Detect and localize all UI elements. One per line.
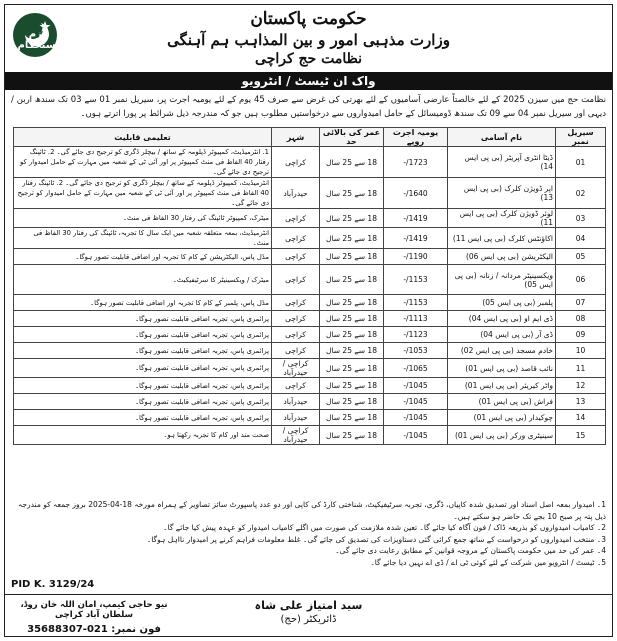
pay-cell: 1640/- (384, 178, 448, 209)
header-post: نام آسامی (448, 128, 556, 147)
city-cell: کراچی (272, 311, 320, 327)
government-title: حکومت پاکستان (250, 9, 367, 29)
jobs-table (13, 127, 606, 445)
ministry-title: وزارت مذہبی امور و بین المذاہب ہم آہنگی (167, 31, 450, 49)
age-cell: 18 سے 25 سال (320, 311, 384, 327)
post-cell: ڈی آر (بی پی ایس 04) (448, 327, 556, 343)
table-header-row (14, 128, 606, 147)
city-cell: کراچی (272, 228, 320, 249)
post-cell: ڈی ایم او (بی پی ایس 04) (448, 311, 556, 327)
city-cell: کراچی / حیدرآباد (272, 359, 320, 378)
table-row (14, 228, 606, 249)
qualification-cell: انٹرمیڈیٹ، بمعہ متعلقہ شعبہ میں ایک سال کا تجربہ، ٹائپنگ کی رفتار 30 الفاظ فی منٹ۔ (14, 228, 272, 249)
age-cell: 18 سے 25 سال (320, 359, 384, 378)
pay-cell: 1153/- (384, 295, 448, 311)
city-cell: حیدرآباد (272, 394, 320, 410)
header-age: عمر کی بالائی حد (320, 128, 384, 147)
age-cell: 18 سے 25 سال (320, 343, 384, 359)
post-cell: ویکسینیٹر مردانہ / زنانہ (بی پی ایس 05) (448, 265, 556, 295)
header-serial: سیریل نمبر (556, 128, 606, 147)
serial-cell: 02 (556, 178, 606, 209)
pay-cell: 1153/- (384, 265, 448, 295)
age-cell: 18 سے 25 سال (320, 228, 384, 249)
city-cell: کراچی (272, 295, 320, 311)
age-cell: 18 سے 25 سال (320, 426, 384, 445)
table-row (14, 178, 606, 209)
qualification-cell: مڈل پاس، الیکٹریشن کے کام کا تجربہ اور اضافی قابلیت تصور ہوگا۔ (14, 249, 272, 265)
qualification-cell: میٹرک، کمپیوٹر ٹائپنگ کی رفتار 30 الفاظ فی منٹ۔ (14, 209, 272, 228)
table-row (14, 343, 606, 359)
qualification-cell: 1. انٹرمیڈیٹ، کمپیوٹر ڈپلومہ کے ساتھ / بیچلر ڈگری کو ترجیح دی جائے گی۔ 2. ٹائپنگ رفتار 40 الفاظ فی منٹ کمپیوٹر پر اور آئی ٹی کے شعبہ میں مہارت کے حامل امیدوار کو ترجیح دی جائے گی۔ (14, 147, 272, 178)
pay-cell: 1045/- (384, 410, 448, 426)
table-row (14, 410, 606, 426)
logo-text: عزم استحکام (17, 29, 59, 51)
age-cell: 18 سے 25 سال (320, 378, 384, 394)
table-row (14, 265, 606, 295)
table-row (14, 147, 606, 178)
serial-cell: 09 (556, 327, 606, 343)
walk-in-banner: واک ان ٹیسٹ / انٹرویو (5, 72, 612, 90)
directorate-title: نظامت حج کراچی (255, 51, 362, 67)
pay-cell: 1065/- (384, 359, 448, 378)
serial-cell: 03 (556, 209, 606, 228)
post-cell: اپر ڈویژن کلرک (بی پی ایس 13) (448, 178, 556, 209)
qualification-cell: پرائمری پاس، تجربہ اضافی قابلیت تصور ہوگا۔ (14, 327, 272, 343)
serial-cell: 10 (556, 343, 606, 359)
table-row (14, 295, 606, 311)
note-item: 3۔ منتخب امیدواروں کو درخواست کے ساتھ جمع کرائی گئی دستاویزات کی تصدیق کی جائے گی۔ غلط معلومات فراہم کرنے پر امیدوار نااہل ہوگا۔ (146, 534, 606, 544)
table-row (14, 394, 606, 410)
serial-cell: 06 (556, 265, 606, 295)
pay-cell: 1113/- (384, 311, 448, 327)
age-cell: 18 سے 25 سال (320, 147, 384, 178)
age-cell: 18 سے 25 سال (320, 209, 384, 228)
city-cell: حیدرآباد (272, 410, 320, 426)
pay-cell: 1190/- (384, 249, 448, 265)
qualification-cell: مڈل پاس، پلمبر کے کام کا تجربہ اور اضافی قابلیت تصور ہوگا۔ (14, 295, 272, 311)
city-cell: کراچی (272, 378, 320, 394)
header-city: شہر (272, 128, 320, 147)
table-row (14, 378, 606, 394)
age-cell: 18 سے 25 سال (320, 410, 384, 426)
post-cell: سینیٹری ورکر (بی پی ایس 01) (448, 426, 556, 445)
note-item: 1۔ امیدوار بمعہ اصل اسناد اور تصدیق شدہ کاپیاں، ڈگری، تجربہ سرٹیفیکیٹ، شناختی کارڈ کی کاپی اور دو عدد پاسپورٹ سائز تصاویر کے ہمراہ مورخہ 18-04-2025 بروز جمعہ کو مندرجہ ذیل پتہ پر صبح 10 بجے تک حاضر ہو سکتے ہیں۔ (17, 500, 606, 521)
office-address: نیو حاجی کیمپ، امان اللہ خان روڈ، سلطان آباد کراچی (20, 600, 168, 620)
post-cell: چوکیدار (بی پی ایس 01) (448, 410, 556, 426)
note-item: 5۔ ٹیسٹ / انٹرویو میں شرکت کے لئے کوئی ٹی اے / ڈی اے نہیں دیا جائے گا۔ (370, 557, 606, 567)
serial-cell: 11 (556, 359, 606, 378)
post-cell: پلمبر (بی پی ایس 05) (448, 295, 556, 311)
header-pay: یومیہ اجرت روپے (384, 128, 448, 147)
table-row (14, 249, 606, 265)
note-item: 4۔ عمر کی حد میں حکومت پاکستان کے مروجہ قوانین کے مطابق رعایت دی جائے گی۔ (335, 546, 606, 555)
age-cell: 18 سے 25 سال (320, 178, 384, 209)
post-cell: خادم مسجد (بی پی ایس 02) (448, 343, 556, 359)
note-item: 2۔ کامیاب امیدواروں کو بذریعہ ڈاک / فون آگاہ کیا جائے گا۔ تعین شدہ ملازمت کی صورت میں اگلے کامیاب امیدوار کو عہدہ پیش کیا جائے گا۔ (163, 523, 606, 532)
city-cell: کراچی (272, 327, 320, 343)
signatory-designation: ڈائریکٹر (حج) (280, 614, 337, 625)
address-block (19, 599, 169, 635)
footer-divider (5, 594, 612, 595)
post-cell: الیکٹریشن (بی پی ایس 06) (448, 249, 556, 265)
age-cell: 18 سے 25 سال (320, 295, 384, 311)
serial-cell: 14 (556, 410, 606, 426)
pay-cell: 1419/- (384, 228, 448, 249)
serial-cell: 15 (556, 426, 606, 445)
table-row (14, 426, 606, 445)
city-cell: کراچی (272, 249, 320, 265)
post-cell: واٹر کیریئر (بی پی ایس 01) (448, 378, 556, 394)
table-row (14, 311, 606, 327)
serial-cell: 05 (556, 249, 606, 265)
city-cell: حیدرآباد (272, 178, 320, 209)
serial-cell: 04 (556, 228, 606, 249)
table-row (14, 209, 606, 228)
azm-e-istehkam-logo (11, 11, 59, 59)
table-row (14, 359, 606, 378)
pay-cell: 1723/- (384, 147, 448, 178)
pay-cell: 1123/- (384, 327, 448, 343)
advertisement-page (4, 4, 613, 637)
city-cell: کراچی (272, 265, 320, 295)
table-row (14, 327, 606, 343)
age-cell: 18 سے 25 سال (320, 265, 384, 295)
pid-number: PID K. 3129/24 (11, 579, 95, 590)
signatory-name: سید امتیاز علی شاہ (254, 599, 363, 612)
intro-paragraph: نظامت حج میں سیزن 2025 کے لئے خالصتاً عارضی آسامیوں کے لئے بھرتی کی غرض سے صرف 45 یوم کے لئے یومیہ اجرت پر، سیریل نمبر 01 سے 03 تک سندھ اربن / دیہی اور سیریل نمبر 04 سے 09 تک سندھ ڈومیسائل کے حامل امیدواروں سے درخواستیں مطلوب ہیں جو کہ مندرجہ ذیل شرائط پر پورا اترتے ہوں۔ (11, 95, 606, 119)
qualification-cell: پرائمری پاس، تجربہ اضافی قابلیت تصور ہوگا۔ (14, 378, 272, 394)
qualification-cell: پرائمری پاس، تجربہ اضافی قابلیت تصور ہوگا۔ (14, 359, 272, 378)
header (5, 5, 612, 71)
pay-cell: 1053/- (384, 343, 448, 359)
pay-cell: 1045/- (384, 394, 448, 410)
post-cell: فراش (بی پی ایس 01) (448, 394, 556, 410)
qualification-cell: پرائمری پاس، تجربہ اضافی قابلیت تصور ہوگا۔ (14, 410, 272, 426)
pay-cell: 1045/- (384, 426, 448, 445)
city-cell: کراچی (272, 343, 320, 359)
post-cell: ڈیٹا انٹری آپریٹر (بی پی ایس 14) (448, 147, 556, 178)
serial-cell: 13 (556, 394, 606, 410)
city-cell: کراچی (272, 209, 320, 228)
post-cell: اکاؤنٹس کلرک (بی پی ایس 11) (448, 228, 556, 249)
serial-cell: 01 (556, 147, 606, 178)
notes-section (11, 499, 606, 591)
post-cell: نائب قاصد (بی پی ایس 01) (448, 359, 556, 378)
city-cell: کراچی / حیدرآباد (272, 426, 320, 445)
qualification-cell: پرائمری پاس، تجربہ اضافی قابلیت تصور ہوگا۔ (14, 394, 272, 410)
qualification-cell: میٹرک / ویکسینیٹر کا سرٹیفیکیٹ۔ (14, 265, 272, 295)
header-qualification: تعلیمی قابلیت (14, 128, 272, 147)
office-phone: فون نمبر: 021-35688307 (27, 624, 161, 635)
qualification-cell: پرائمری پاس، تجربہ اضافی قابلیت تصور ہوگا۔ (14, 311, 272, 327)
serial-cell: 08 (556, 311, 606, 327)
qualification-cell: پرائمری پاس، تجربہ اضافی قابلیت تصور ہوگا۔ (14, 343, 272, 359)
age-cell: 18 سے 25 سال (320, 394, 384, 410)
qualification-cell: انٹرمیڈیٹ، کمپیوٹر ڈپلومہ کے ساتھ / بیچلر ڈگری کو ترجیح دی جائے گی۔ 2. ٹائپنگ رفتار 40 الفاظ فی منٹ کمپیوٹر پر اور آئی ٹی کے شعبہ میں مہارت کے حامل امیدوار کو ترجیح دی جائے گی۔ (14, 178, 272, 209)
qualification-cell: صحت مند اور کام کا تجربہ رکھتا ہو۔ (14, 426, 272, 445)
pay-cell: 1419/- (384, 209, 448, 228)
age-cell: 18 سے 25 سال (320, 249, 384, 265)
city-cell: کراچی (272, 147, 320, 178)
age-cell: 18 سے 25 سال (320, 327, 384, 343)
serial-cell: 12 (556, 378, 606, 394)
post-cell: لوئر ڈویژن کلرک (بی پی ایس 11) (448, 209, 556, 228)
serial-cell: 07 (556, 295, 606, 311)
pay-cell: 1045/- (384, 378, 448, 394)
